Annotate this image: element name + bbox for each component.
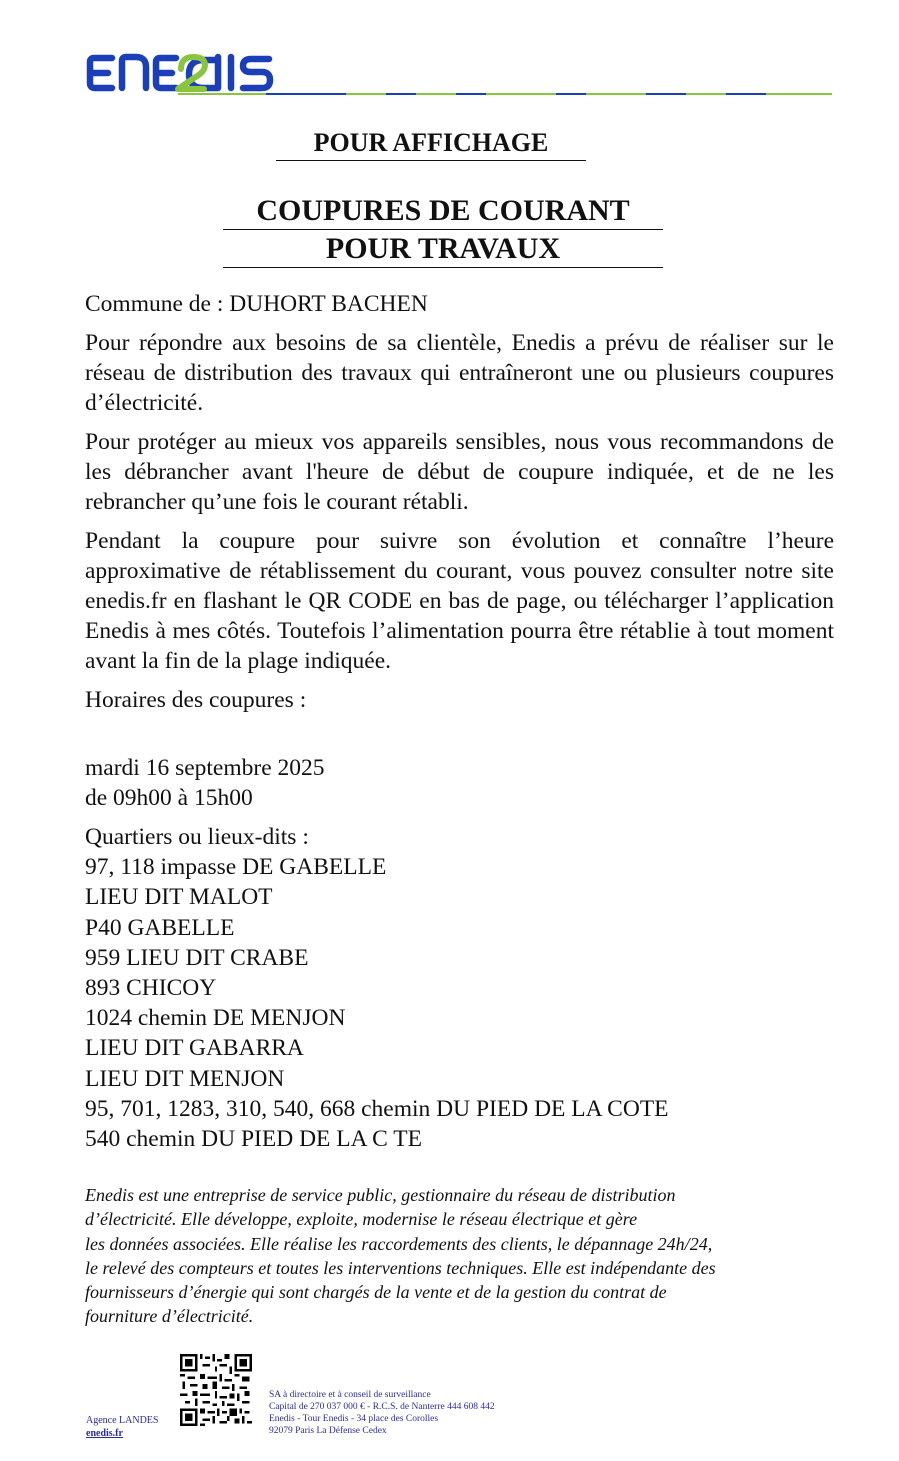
description-line: les données associées. Elle réalise les raccordements des clients, le dépannage 24h/24, bbox=[85, 1233, 713, 1254]
enedis-logo-mark bbox=[86, 52, 832, 98]
qr-code-graphic bbox=[180, 1354, 252, 1426]
legal-line: Enedis - Tour Enedis - 34 place des Corolles bbox=[269, 1414, 439, 1424]
places-list bbox=[85, 822, 834, 1154]
schedule-time: de 09h00 à 15h00 bbox=[85, 785, 253, 811]
legal-line: SA à directoire et à conseil de surveillance bbox=[269, 1390, 431, 1400]
schedule-label: Horaires des coupures : bbox=[85, 687, 307, 713]
website-link[interactable]: enedis.fr bbox=[86, 1428, 123, 1439]
place-item: P40 GABELLE bbox=[85, 914, 235, 941]
notice-body bbox=[85, 289, 834, 1154]
company-description bbox=[85, 1183, 835, 1329]
description-line: le relevé des compteurs et toutes les interventions techniques. Elle est indépendante des bbox=[85, 1257, 716, 1278]
place-item: 893 CHICOY bbox=[85, 975, 217, 1002]
legal-line: 92079 Paris La Défense Cedex bbox=[269, 1426, 387, 1436]
place-item: LIEU DIT MALOT bbox=[85, 884, 273, 911]
agency-info bbox=[86, 1414, 158, 1440]
place-item: 95, 701, 1283, 310, 540, 668 chemin DU PIED DE LA COTE bbox=[85, 1095, 669, 1122]
notice-title-line-1: COUPURES DE COURANT bbox=[223, 192, 663, 230]
paragraph-intro: Pour répondre aux besoins de sa clientèle, Enedis a prévu de réaliser sur le réseau de distribution des travaux qui entraîneront une ou plusieurs coupures d’électricité. bbox=[85, 330, 834, 416]
posting-label: POUR AFFICHAGE bbox=[276, 128, 586, 161]
legal-line: Capital de 270 037 000 € - R.C.S. de Nanterre 444 608 442 bbox=[269, 1402, 495, 1412]
agency-name: Agence LANDES bbox=[86, 1415, 159, 1426]
commune-line: Commune de : DUHORT BACHEN bbox=[85, 291, 428, 317]
place-item: LIEU DIT MENJON bbox=[85, 1065, 285, 1092]
description-line: fournisseurs d’énergie qui sont chargés de la vente et de la gestion du contrat de bbox=[85, 1282, 667, 1303]
qr-code-icon[interactable] bbox=[180, 1354, 252, 1426]
description-line: Enedis est une entreprise de service public, gestionnaire du réseau de distribution bbox=[85, 1185, 676, 1205]
description-line: fourniture d’électricité. bbox=[85, 1306, 254, 1327]
paragraph-tracking: Pendant la coupure pour suivre son évolution et connaître l’heure approximative de rétablissement du courant, vous pouvez consulter notre site enedis.fr en flashant le QR CODE en bas de page, ou télécharger l’application Enedis à mes côtés. Toutefois l’alimentation pourra être rétablie à tout moment avant la fin de la plage indiquée. bbox=[85, 528, 834, 674]
schedule-date: mardi 16 septembre 2025 bbox=[85, 755, 325, 781]
description-line: d’électricité. Elle développe, exploite, modernise le réseau électrique et gère bbox=[85, 1209, 638, 1230]
place-item: 959 LIEU DIT CRABE bbox=[85, 944, 309, 971]
legal-info bbox=[269, 1389, 495, 1437]
places-label: Quartiers ou lieux-dits : bbox=[85, 824, 309, 850]
place-item: 97, 118 impasse DE GABELLE bbox=[85, 854, 387, 881]
place-item: LIEU DIT GABARRA bbox=[85, 1035, 304, 1062]
place-item: 540 chemin DU PIED DE LA C TE bbox=[85, 1126, 423, 1153]
notice-title-line-2: POUR TRAVAUX bbox=[223, 230, 663, 268]
notice-title bbox=[223, 192, 663, 268]
place-item: 1024 chemin DE MENJON bbox=[85, 1005, 346, 1032]
enedis-logo bbox=[86, 52, 832, 98]
paragraph-advice: Pour protéger au mieux vos appareils sensibles, nous vous recommandons de les débrancher avant l'heure de début de coupure indiquée, et de ne les rebrancher qu’une fois le courant rétabli. bbox=[85, 429, 834, 515]
